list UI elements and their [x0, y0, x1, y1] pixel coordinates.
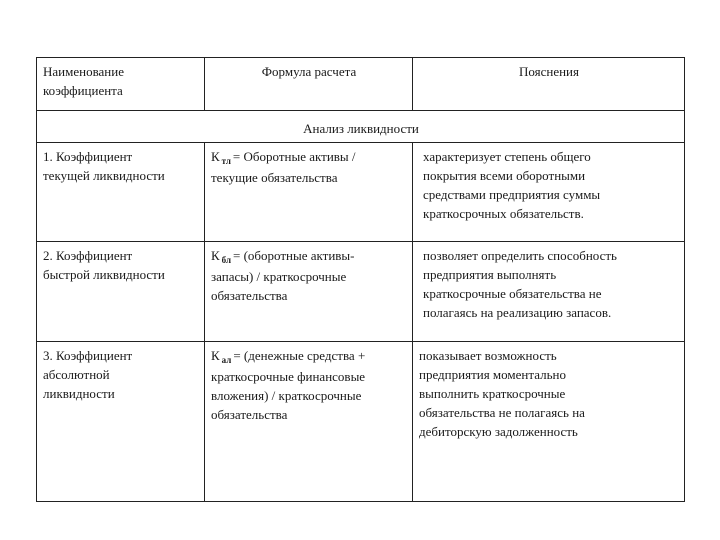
ratio-note-cell [413, 143, 685, 242]
formula-line: краткосрочные финансовые [211, 369, 366, 384]
liquidity-ratios-table [36, 57, 685, 502]
formula-expression: = Оборотные активы / [232, 149, 356, 164]
note-line: характеризует степень общего [423, 149, 591, 164]
table-row [37, 143, 685, 242]
note-line: показывает возможность [419, 348, 557, 363]
header-name-line: коэффициента [43, 83, 123, 98]
section-title: Анализ ликвидности [37, 111, 685, 143]
formula-line: обязательства [211, 407, 288, 422]
ratio-name-line: ликвидности [43, 386, 115, 401]
formula-line: вложения) / краткосрочные [211, 388, 362, 403]
ratio-formula-cell [205, 342, 413, 502]
header-row [37, 58, 685, 111]
formula-symbol: К [211, 248, 220, 263]
header-name-line: Наименование [43, 64, 124, 79]
formula-first-line [211, 346, 407, 367]
ratio-name-line: быстрой ликвидности [43, 267, 165, 282]
formula-line: текущие обязательства [211, 170, 338, 185]
note-line: выполнить краткосрочные [419, 386, 566, 401]
ratio-name-line: 3. Коэффициент [43, 348, 133, 363]
header-notes-cell: Пояснения [413, 58, 685, 111]
ratio-note-cell [413, 242, 685, 342]
header-formula-cell: Формула расчета [205, 58, 413, 111]
ratio-name-line: 2. Коэффициент [43, 248, 133, 263]
formula-expression: = (оборотные активы- [233, 248, 355, 263]
section-row [37, 111, 685, 143]
ratio-name-line: текущей ликвидности [43, 168, 165, 183]
note-line: краткосрочные обязательства не [423, 286, 602, 301]
ratio-name-cell [37, 242, 205, 342]
formula-subscript: ал [221, 355, 232, 365]
note-line: обязательства не полагаясь на [419, 405, 585, 420]
ratio-name-line: 1. Коэффициент [43, 149, 133, 164]
table-row [37, 342, 685, 502]
ratio-name-line: абсолютной [43, 367, 110, 382]
header-name-cell [37, 58, 205, 111]
ratio-formula-cell [205, 242, 413, 342]
note-line: покрытия всеми оборотными [423, 168, 586, 183]
formula-first-line [211, 147, 407, 168]
formula-subscript: бл [221, 255, 231, 265]
note-line: предприятия выполнять [423, 267, 557, 282]
formula-expression: = (денежные средства + [233, 348, 366, 363]
formula-first-line [211, 246, 407, 267]
ratio-name-cell [37, 342, 205, 502]
formula-symbol: К [211, 348, 220, 363]
note-line: краткосрочных обязательств. [423, 206, 584, 221]
note-line: средствами предприятия суммы [423, 187, 601, 202]
table-row [37, 242, 685, 342]
ratio-note-cell [413, 342, 685, 502]
ratio-name-cell [37, 143, 205, 242]
formula-subscript: тл [221, 156, 231, 166]
note-line: предприятия моментально [419, 367, 566, 382]
ratio-formula-cell [205, 143, 413, 242]
formula-line: обязательства [211, 288, 288, 303]
note-line: дебиторскую задолженность [419, 424, 578, 439]
note-line: полагаясь на реализацию запасов. [423, 305, 612, 320]
note-line: позволяет определить способность [423, 248, 617, 263]
formula-symbol: К [211, 149, 220, 164]
formula-line: запасы) / краткосрочные [211, 269, 347, 284]
